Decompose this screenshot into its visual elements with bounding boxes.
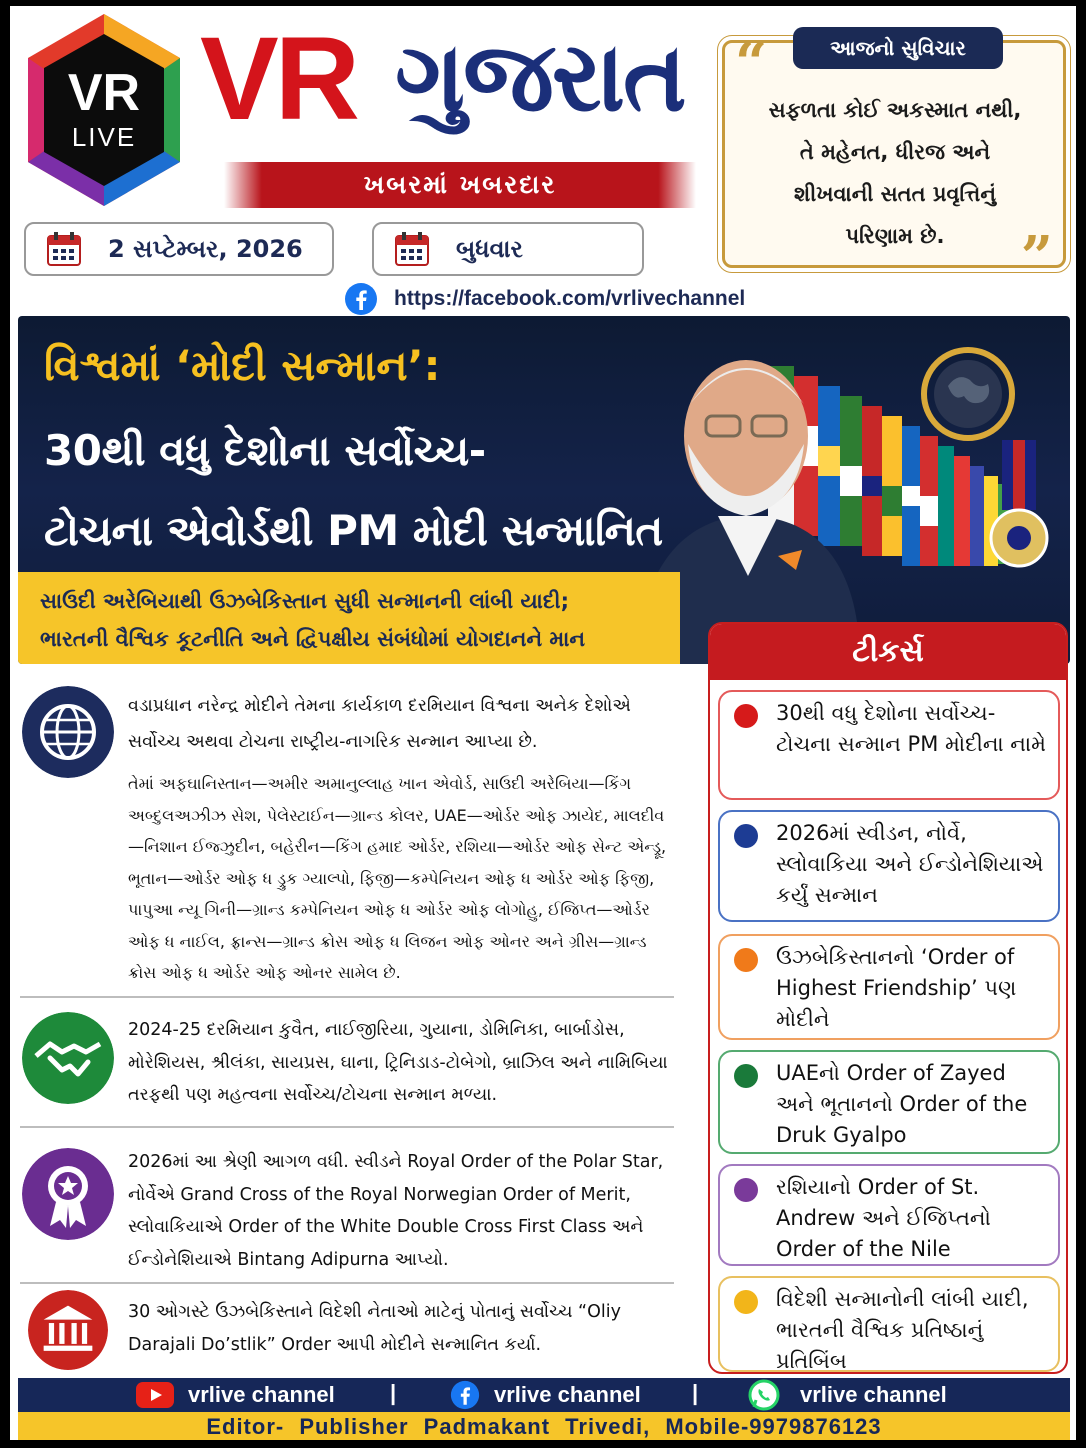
ticker-item [718,1050,1060,1154]
logo-vr-text: VR [67,64,141,122]
institution-icon [28,1290,108,1370]
news-poster [10,6,1076,1440]
open-quote-icon: “ [735,30,768,96]
hero-subheadline [18,572,680,664]
ticker-item [718,690,1060,800]
section-4-text: 30 ઓગસ્ટે ઉઝબેકિસ્તાને વિદેશી નેતાઓ માટેનું પોતાનું સર્વોચ્ચ “Oliy Darajali Do’stlik” Order આપી મોદીને સન્માનિત કર્યા. [128,1302,621,1355]
hero-headline-1: વિશ્વમાં ‘મોદી સન્માન’: [44,341,441,390]
laurel-globe-icon [924,350,1012,438]
tickers-title: ટીકર્સ [710,624,1066,680]
day-text: બુધવાર [456,235,523,263]
quote-line: પરિણામ છે. [845,224,945,248]
bullet-dot-icon [734,824,758,848]
footer-separator: | [692,1380,699,1405]
hero-headline-3: ટોચના એવોર્ડથી PM મોદી સન્માનિત [44,506,663,555]
date-pill [24,222,334,276]
youtube-icon [136,1382,174,1408]
handshake-icon [22,1012,114,1104]
section-1-list: તેમાં અફઘાનિસ્તાન—અમીર અમાનુલ્લાહ ખાન એવોર્ડ, સાઉદી અરેબિયા—કિંગ અબ્દુલઅઝીઝ સેશ, પેલેસ્ટાઈન—ગ્રાન્ડ કોલર, UAE—ઓર્ડર ઓફ ઝાયેદ, માલદીવ—નિશાન ઈજ્ઝુદીન, બહેરીન—કિંગ હમાદ ઓર્ડર, રશિયા—ઓર્ડર ઓફ સેન્ટ એન્ડ્રૂ, ભૂતાન—ઓર્ડર ઓફ ધ ડ્રુક ગ્યાલ્પો, ફિજી—કમ્પેનિયન ઓફ ધ ઓર્ડર ઓફ ફિજી, પાપુઆ ન્યૂ ગિની—ગ્રાન્ડ કમ્પેનિયન ઓફ ધ ઓર્ડર ઓફ લોગોહુ, ઈજિપ્ત—ઓર્ડર ઓફ ધ નાઈલ, ફ્રાન્સ—ગ્રાન્ડ ક્રોસ ઓફ ધ લિજન ઓફ ઓનર અને ગ્રીસ—ગ્રાન્ડ ક્રોસ ઓફ ધ ઓર્ડર ઓફ ઓનર સામેલ છે. [128,774,667,982]
quote-text [745,89,1045,257]
facebook-icon [450,1380,480,1410]
section-2-text: 2024-25 દરમિયાન કુવૈત, નાઈજીરિયા, ગુયાના, ડોમિનિકા, બાર્બાડોસ, મોરેશિયસ, શ્રીલંકા, સાયપ્રસ, ઘાના, ટ્રિનિડાડ-ટોબેગો, બ્રાઝિલ અને નામિબિયા તરફથી પણ મહત્વના સર્વોચ્ચ/ટોચના સન્માન મળ્યા. [128,1020,668,1105]
ticker-text: UAEનો Order of Zayed અને ભૂતાનનો Order of the Druk Gyalpo [776,1061,1028,1147]
facebook-footer-label[interactable]: vrlive channel [494,1382,641,1407]
bullet-dot-icon [734,948,758,972]
divider [20,996,674,998]
ticker-item [718,810,1060,922]
bullet-dot-icon [734,704,758,728]
whatsapp-link[interactable] [748,1379,947,1411]
calendar-icon [46,231,82,267]
medal-icon [22,1148,114,1240]
vr-live-logo [24,12,184,208]
social-footer [18,1378,1070,1412]
editor-credit: Editor- Publisher Padmakant Trivedi, Mobile-9979876123 [18,1412,1070,1440]
footer-separator: | [390,1380,397,1405]
ticker-text: 2026માં સ્વીડન, નોર્વે, સ્લોવાકિયા અને ઈન્ડોનેશિયાએ કર્યું સન્માન [776,821,1044,907]
date-text: 2 સપ્ટેમ્બર, 2026 [108,235,303,263]
section-uzbekistan [20,1290,674,1370]
ticker-item [718,1164,1060,1266]
quote-line: સફળતા કોઈ અકસ્માત નથી, [768,98,1022,122]
close-quote-icon: ” [1020,224,1053,290]
quote-line: તે મહેનત, ધીરજ અને [799,140,991,164]
hero-headline-2: 30થી વધુ દેશોના સર્વોચ્ચ- [44,426,486,475]
tagline: ખબરમાં ખબરદાર [224,162,696,208]
bullet-dot-icon [734,1064,758,1088]
facebook-link[interactable] [344,282,745,316]
bullet-dot-icon [734,1290,758,1314]
section-3-text: 2026માં આ શ્રેણી આગળ વધી. સ્વીડને Royal Order of the Polar Star, નોર્વેએ Grand Cross of the Royal Norwegian Order of Merit, સ્લોવાકિયાએ Order of the White Double Cross First Class અને ઈન્ડોનેશિયાએ Bintang Adipurna આપ્યો. [128,1152,664,1270]
quote-box [722,30,1066,290]
section-2024-25 [20,1010,674,1122]
ticker-item [718,1276,1060,1372]
facebook-footer-link[interactable] [450,1380,641,1410]
brand-vr: VR [200,13,356,145]
divider [20,1282,674,1284]
brand-gujarat: ગુજરાત [395,21,685,133]
tickers-panel [708,622,1068,1374]
ticker-text: વિદેશી સન્માનોની લાંબી યાદી, ભારતની વૈશ્વિક પ્રતિષ્ઠાનું પ્રતિબિંબ [776,1287,1029,1373]
hero-sub-line-1: સાઉદી અરેબિયાથી ઉઝબેકિસ્તાન સુધી સન્માનની લાંબી યાદી; [40,589,569,613]
ticker-text: ઉઝબેકિસ્તાનનો ‘Order of Highest Friendship’ પણ મોદીને [776,945,1017,1031]
whatsapp-icon [748,1379,780,1411]
youtube-link[interactable] [136,1382,335,1408]
quote-line: શીખવાની સતત પ્રવૃત્તિનું [794,182,996,206]
hero-sub-line-2: ભારતની વૈશ્વિક કૂટનીતિ અને દ્વિપક્ષીય સંબંધોમાં યોગદાનને માન [40,627,586,651]
day-pill [372,222,644,276]
facebook-icon [344,282,378,316]
section-1-intro: વડાપ્રધાન નરેન્દ્ર મોદીને તેમના કાર્યકાળ દરમિયાન વિશ્વના અનેક દેશોએ સર્વોચ્ચ અથવા ટોચના રાષ્ટ્રીય-નાગરિક સન્માન આપ્યા છે. [128,696,631,752]
quote-title: આજનો સુવિચાર [793,27,1003,69]
section-2026 [20,1142,674,1280]
whatsapp-label[interactable]: vrlive channel [800,1382,947,1407]
section-awards-list [20,682,674,982]
calendar-icon [394,231,430,267]
ticker-item [718,934,1060,1040]
globe-icon [22,686,114,778]
bullet-dot-icon [734,1178,758,1202]
ticker-text: રશિયાનો Order of St. Andrew અને ઈજિપ્તનો Order of the Nile [776,1175,991,1261]
facebook-url[interactable]: https://facebook.com/vrlivechannel [394,287,746,310]
logo-live-text: LIVE [71,122,137,152]
ticker-text: 30થી વધુ દેશોના સર્વોચ્ચ-ટોચના સન્માન PM મોદીના નામે [776,701,1046,756]
divider [20,1126,674,1128]
youtube-label[interactable]: vrlive channel [188,1382,335,1407]
